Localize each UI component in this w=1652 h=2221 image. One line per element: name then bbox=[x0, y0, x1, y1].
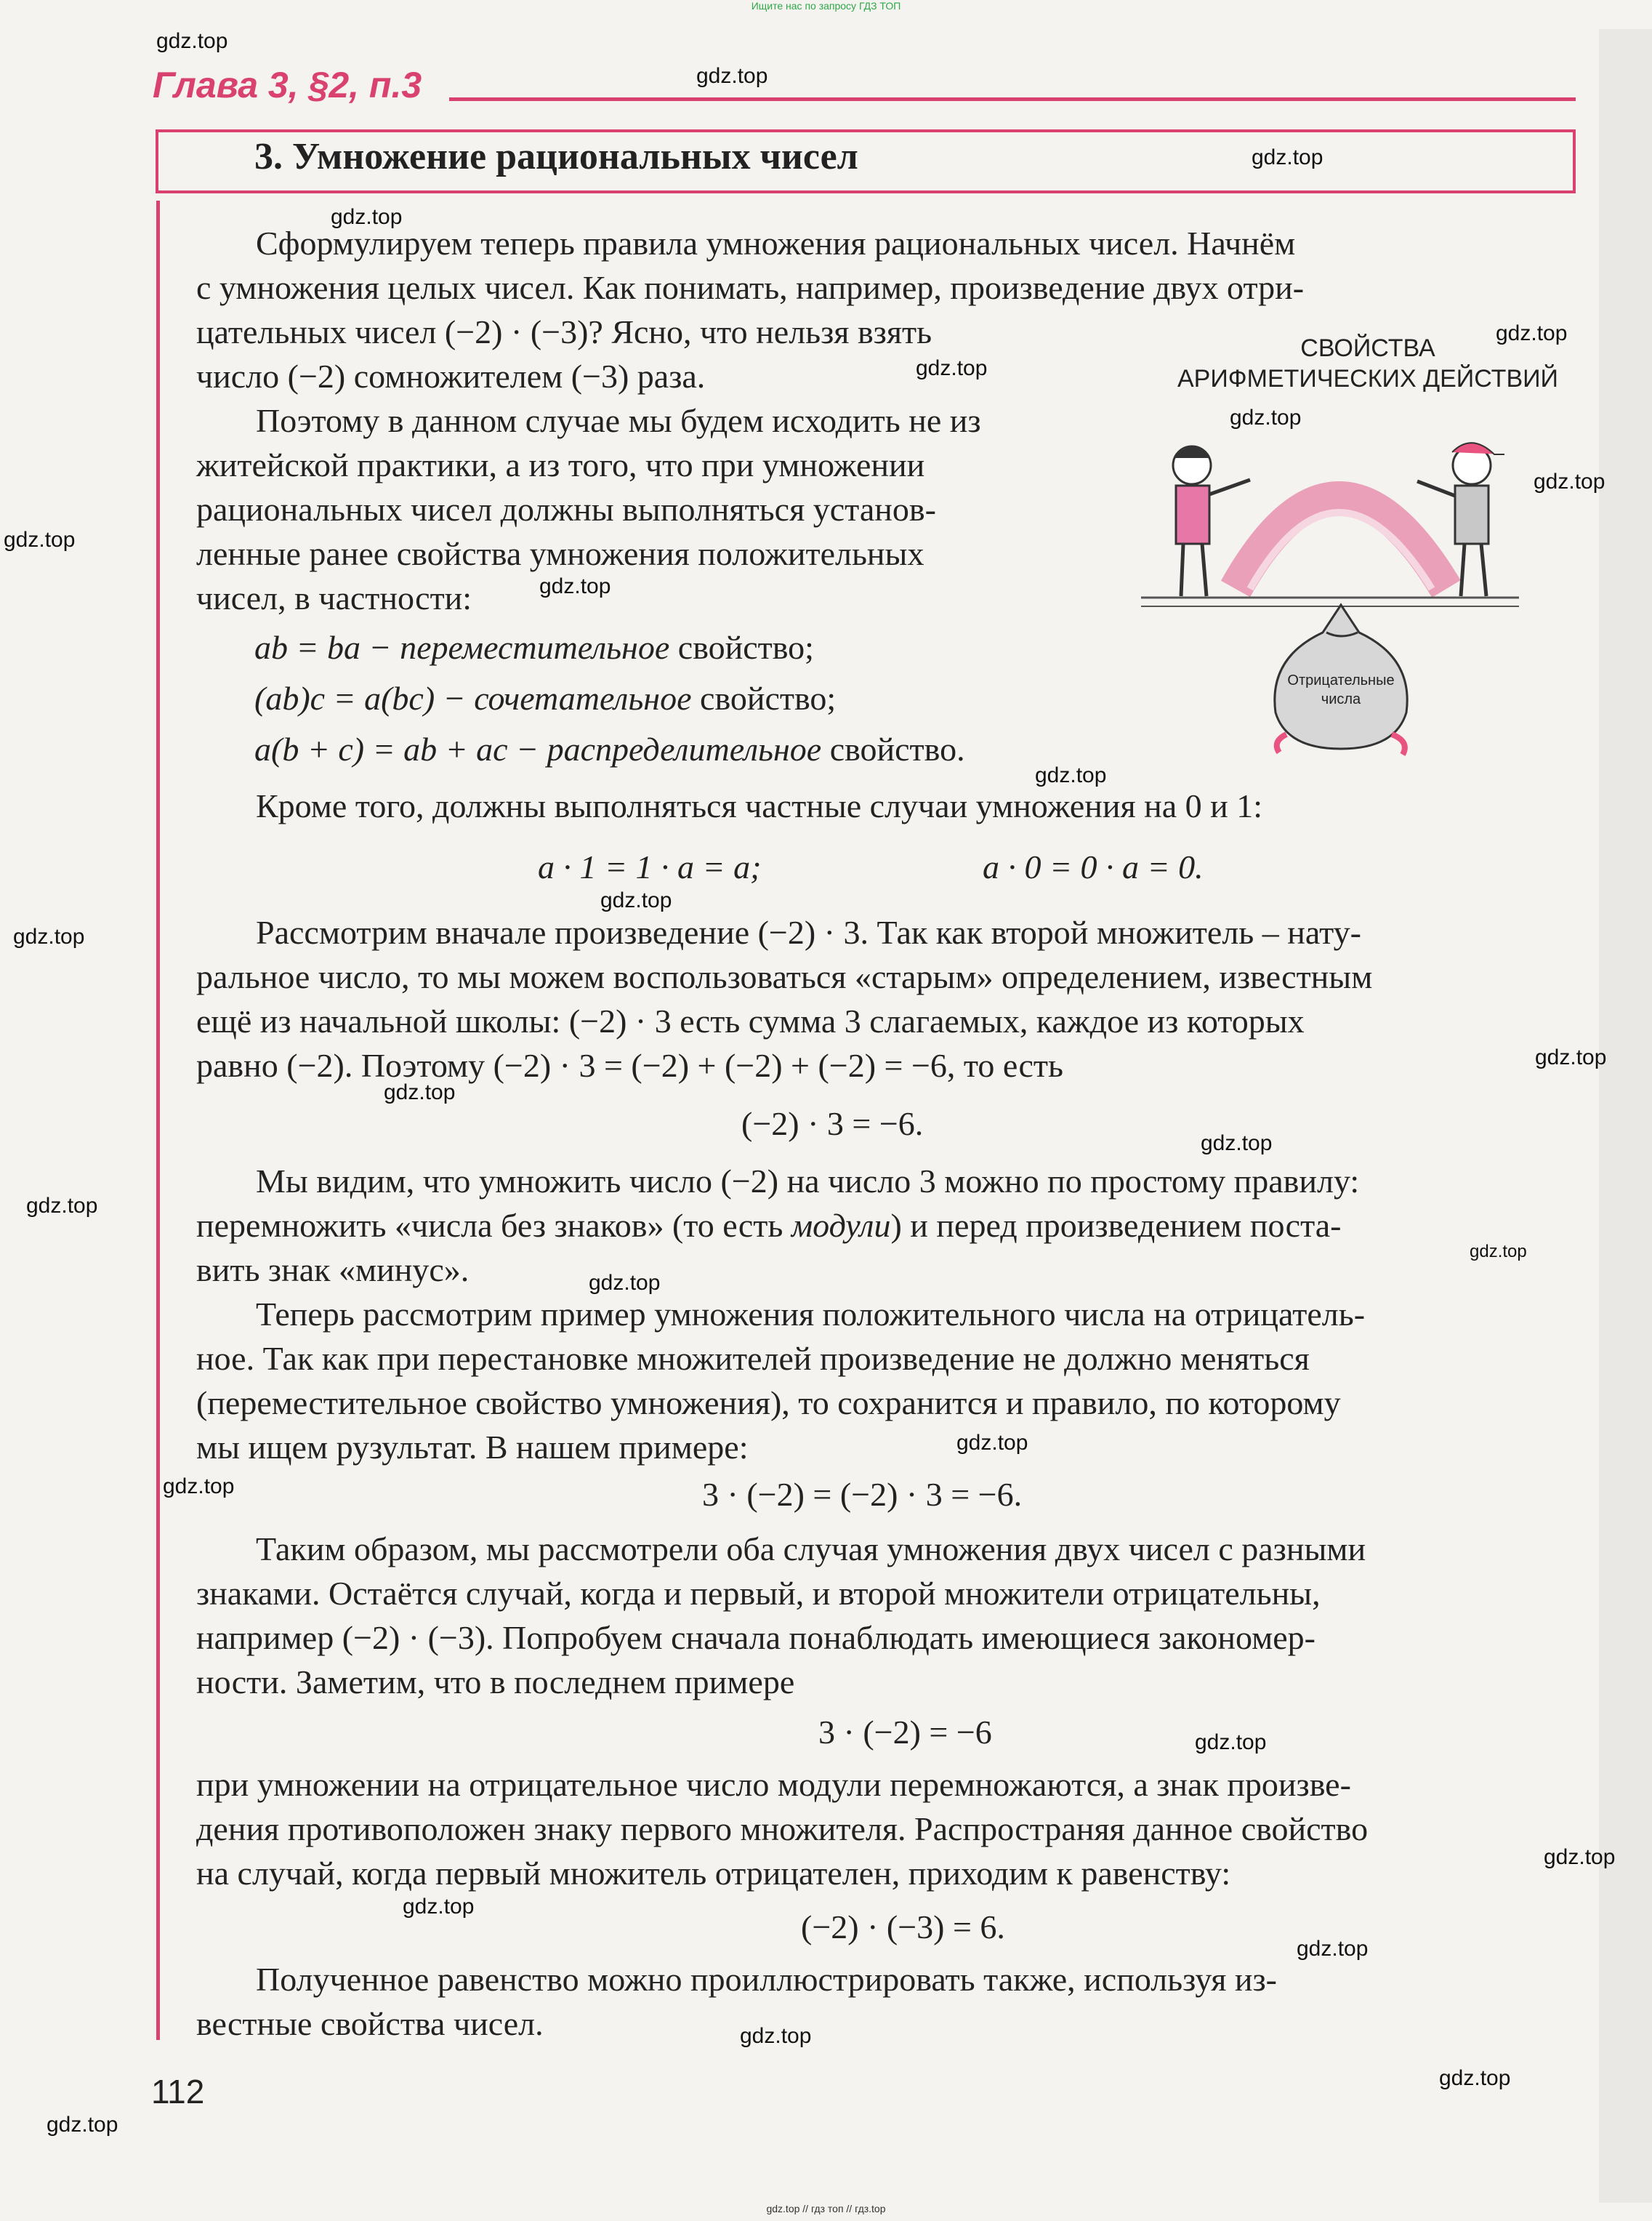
p4-line-3: ещё из начальной школы: (−2) · 3 есть сумма 3 слагаемых, каждое из которых bbox=[196, 1003, 1305, 1040]
watermark: gdz.top bbox=[600, 888, 672, 912]
property-distributive: a(b + c) = ab + ac − распределительное свойство. bbox=[254, 731, 965, 768]
watermark: gdz.top bbox=[1195, 1730, 1267, 1754]
chapter-header: Глава 3, §2, п.3 bbox=[153, 65, 422, 105]
page-number: 112 bbox=[151, 2073, 205, 2110]
watermark: gdz.top bbox=[1439, 2066, 1511, 2090]
p9-line-2: вестные свойства чисел. bbox=[196, 2005, 544, 2042]
p4-line-1: Рассмотрим вначале произведение (−2) · 3. Так как второй множитель – нату- bbox=[256, 914, 1361, 951]
formula-1: (−2) · 3 = −6. bbox=[741, 1105, 924, 1142]
chapter-rule bbox=[449, 97, 1576, 101]
p8-line-1: при умножении на отрицательное число модули перемножаются, а знак произве- bbox=[196, 1766, 1351, 1803]
p4-line-2: ральное число, то мы можем воспользоваться «старым» определением, известным bbox=[196, 958, 1373, 995]
watermark: gdz.top bbox=[331, 205, 403, 229]
watermark: gdz.top bbox=[13, 925, 85, 949]
formula-2: 3 · (−2) = (−2) · 3 = −6. bbox=[702, 1476, 1023, 1513]
watermark: gdz.top bbox=[1496, 321, 1568, 345]
watermark: gdz.top bbox=[4, 528, 76, 552]
formula-times-zero: a · 0 = 0 · a = 0. bbox=[983, 848, 1204, 885]
watermark: gdz.top bbox=[26, 1194, 98, 1218]
p7-line-2: знаками. Остаётся случай, когда и первый, и второй множители отрицательны, bbox=[196, 1575, 1321, 1612]
watermark: gdz.top bbox=[1544, 1845, 1616, 1869]
p6-line-2: ное. Так как при перестановке множителей произведение не должно меняться bbox=[196, 1340, 1310, 1377]
watermark: gdz.top bbox=[47, 2113, 118, 2137]
p8-line-2: дения противоположен знаку первого множителя. Распространяя данное свойство bbox=[196, 1810, 1369, 1847]
watermark: gdz.top bbox=[589, 1271, 661, 1295]
p3-line-1: Кроме того, должны выполняться частные случаи умножения на 0 и 1: bbox=[256, 787, 1263, 824]
margin-rule bbox=[156, 201, 160, 2040]
watermark: gdz.top bbox=[1534, 470, 1605, 494]
watermark: gdz.top bbox=[156, 29, 228, 53]
formula-4: (−2) · (−3) = 6. bbox=[801, 1908, 1005, 1945]
section-title: 3. Умножение рациональных чисел bbox=[254, 136, 858, 177]
p7-line-4: ности. Заметим, что в последнем примере bbox=[196, 1663, 795, 1700]
p6-line-1: Теперь рассмотрим пример умножения положительного числа на отрицатель- bbox=[256, 1296, 1366, 1333]
watermark: gdz.top bbox=[1201, 1131, 1273, 1155]
watermark: gdz.top bbox=[916, 356, 988, 380]
p5-line-3: вить знак «минус». bbox=[196, 1251, 470, 1288]
watermark: gdz.top bbox=[1470, 1242, 1527, 1261]
p1-line-1: Сформулируем теперь правила умножения рациональных чисел. Начнём bbox=[256, 225, 1296, 262]
formula-times-one: a · 1 = 1 · a = a; bbox=[538, 848, 762, 885]
illustration-caption-2: АРИФМЕТИЧЕСКИХ ДЕЙСТВИЙ bbox=[1177, 365, 1558, 393]
watermark: gdz.top bbox=[1297, 1937, 1369, 1961]
watermark: gdz.top bbox=[1035, 763, 1107, 787]
p7-line-1: Таким образом, мы рассмотрели оба случая умножения двух чисел с разными bbox=[256, 1530, 1366, 1567]
p2-line-5: чисел, в частности: bbox=[196, 579, 472, 617]
p9-line-1: Полученное равенство можно проиллюстрировать также, используя из- bbox=[256, 1961, 1277, 1998]
watermark: gdz.top bbox=[539, 574, 611, 598]
watermark: gdz.top bbox=[740, 2024, 812, 2048]
p6-line-4: мы ищем рузультат. В нашем примере: bbox=[196, 1429, 749, 1466]
watermark: gdz.top bbox=[956, 1431, 1028, 1455]
formula-3: 3 · (−2) = −6 bbox=[818, 1714, 992, 1751]
p1-line-3: цательных чисел (−2) · (−3)? Ясно, что нельзя взять bbox=[196, 313, 932, 350]
page-edge-shadow bbox=[1599, 29, 1652, 2203]
watermark: gdz.top bbox=[384, 1080, 456, 1104]
watermark: gdz.top bbox=[163, 1474, 235, 1498]
bag-label-1: Отрицательные bbox=[1287, 672, 1395, 688]
p2-line-1: Поэтому в данном случае мы будем исходить не из bbox=[256, 402, 981, 439]
bottom-note: gdz.top // гдз топ // гдз.top bbox=[766, 2203, 886, 2214]
p1-line-2: с умножения целых чисел. Как понимать, например, произведение двух отри- bbox=[196, 269, 1305, 306]
property-commutative: ab = ba − переместительное свойство; bbox=[254, 629, 814, 666]
watermark: gdz.top bbox=[1535, 1045, 1607, 1069]
p6-line-3: (переместительное свойство умножения), то сохранится и правило, по которому bbox=[196, 1384, 1341, 1421]
p1-line-4: число (−2) сомножителем (−3) раза. bbox=[196, 358, 706, 395]
watermark: gdz.top bbox=[1252, 145, 1323, 169]
p4-line-4: равно (−2). Поэтому (−2) · 3 = (−2) + (−2) + (−2) = −6, то есть bbox=[196, 1047, 1063, 1084]
p2-line-2: житейской практики, а из того, что при умножении bbox=[196, 446, 925, 483]
p8-line-3: на случай, когда первый множитель отрицателен, приходим к равенству: bbox=[196, 1855, 1231, 1892]
p5-line-1: Мы видим, что умножить число (−2) на число 3 можно по простому правилу: bbox=[256, 1162, 1360, 1200]
property-associative: (ab)c = a(bc) − сочетательное свойство; bbox=[254, 680, 837, 717]
watermark: gdz.top bbox=[1230, 406, 1302, 430]
p2-line-4: ленные ранее свойства умножения положительных bbox=[196, 535, 924, 572]
watermark: gdz.top bbox=[696, 64, 768, 88]
p7-line-3: например (−2) · (−3). Попробуем сначала понаблюдать имеющиеся закономер- bbox=[196, 1619, 1315, 1656]
top-note: Ищите нас по запросу ГДЗ ТОП bbox=[751, 0, 901, 12]
bag-label-2: числа bbox=[1321, 691, 1361, 707]
p5-line-2: перемножить «числа без знаков» (то есть модули) и перед произведением поста- bbox=[196, 1207, 1342, 1244]
watermark: gdz.top bbox=[403, 1895, 475, 1919]
illustration-caption-1: СВОЙСТВА bbox=[1300, 334, 1435, 362]
p2-line-3: рациональных чисел должны выполняться установ- bbox=[196, 491, 936, 528]
